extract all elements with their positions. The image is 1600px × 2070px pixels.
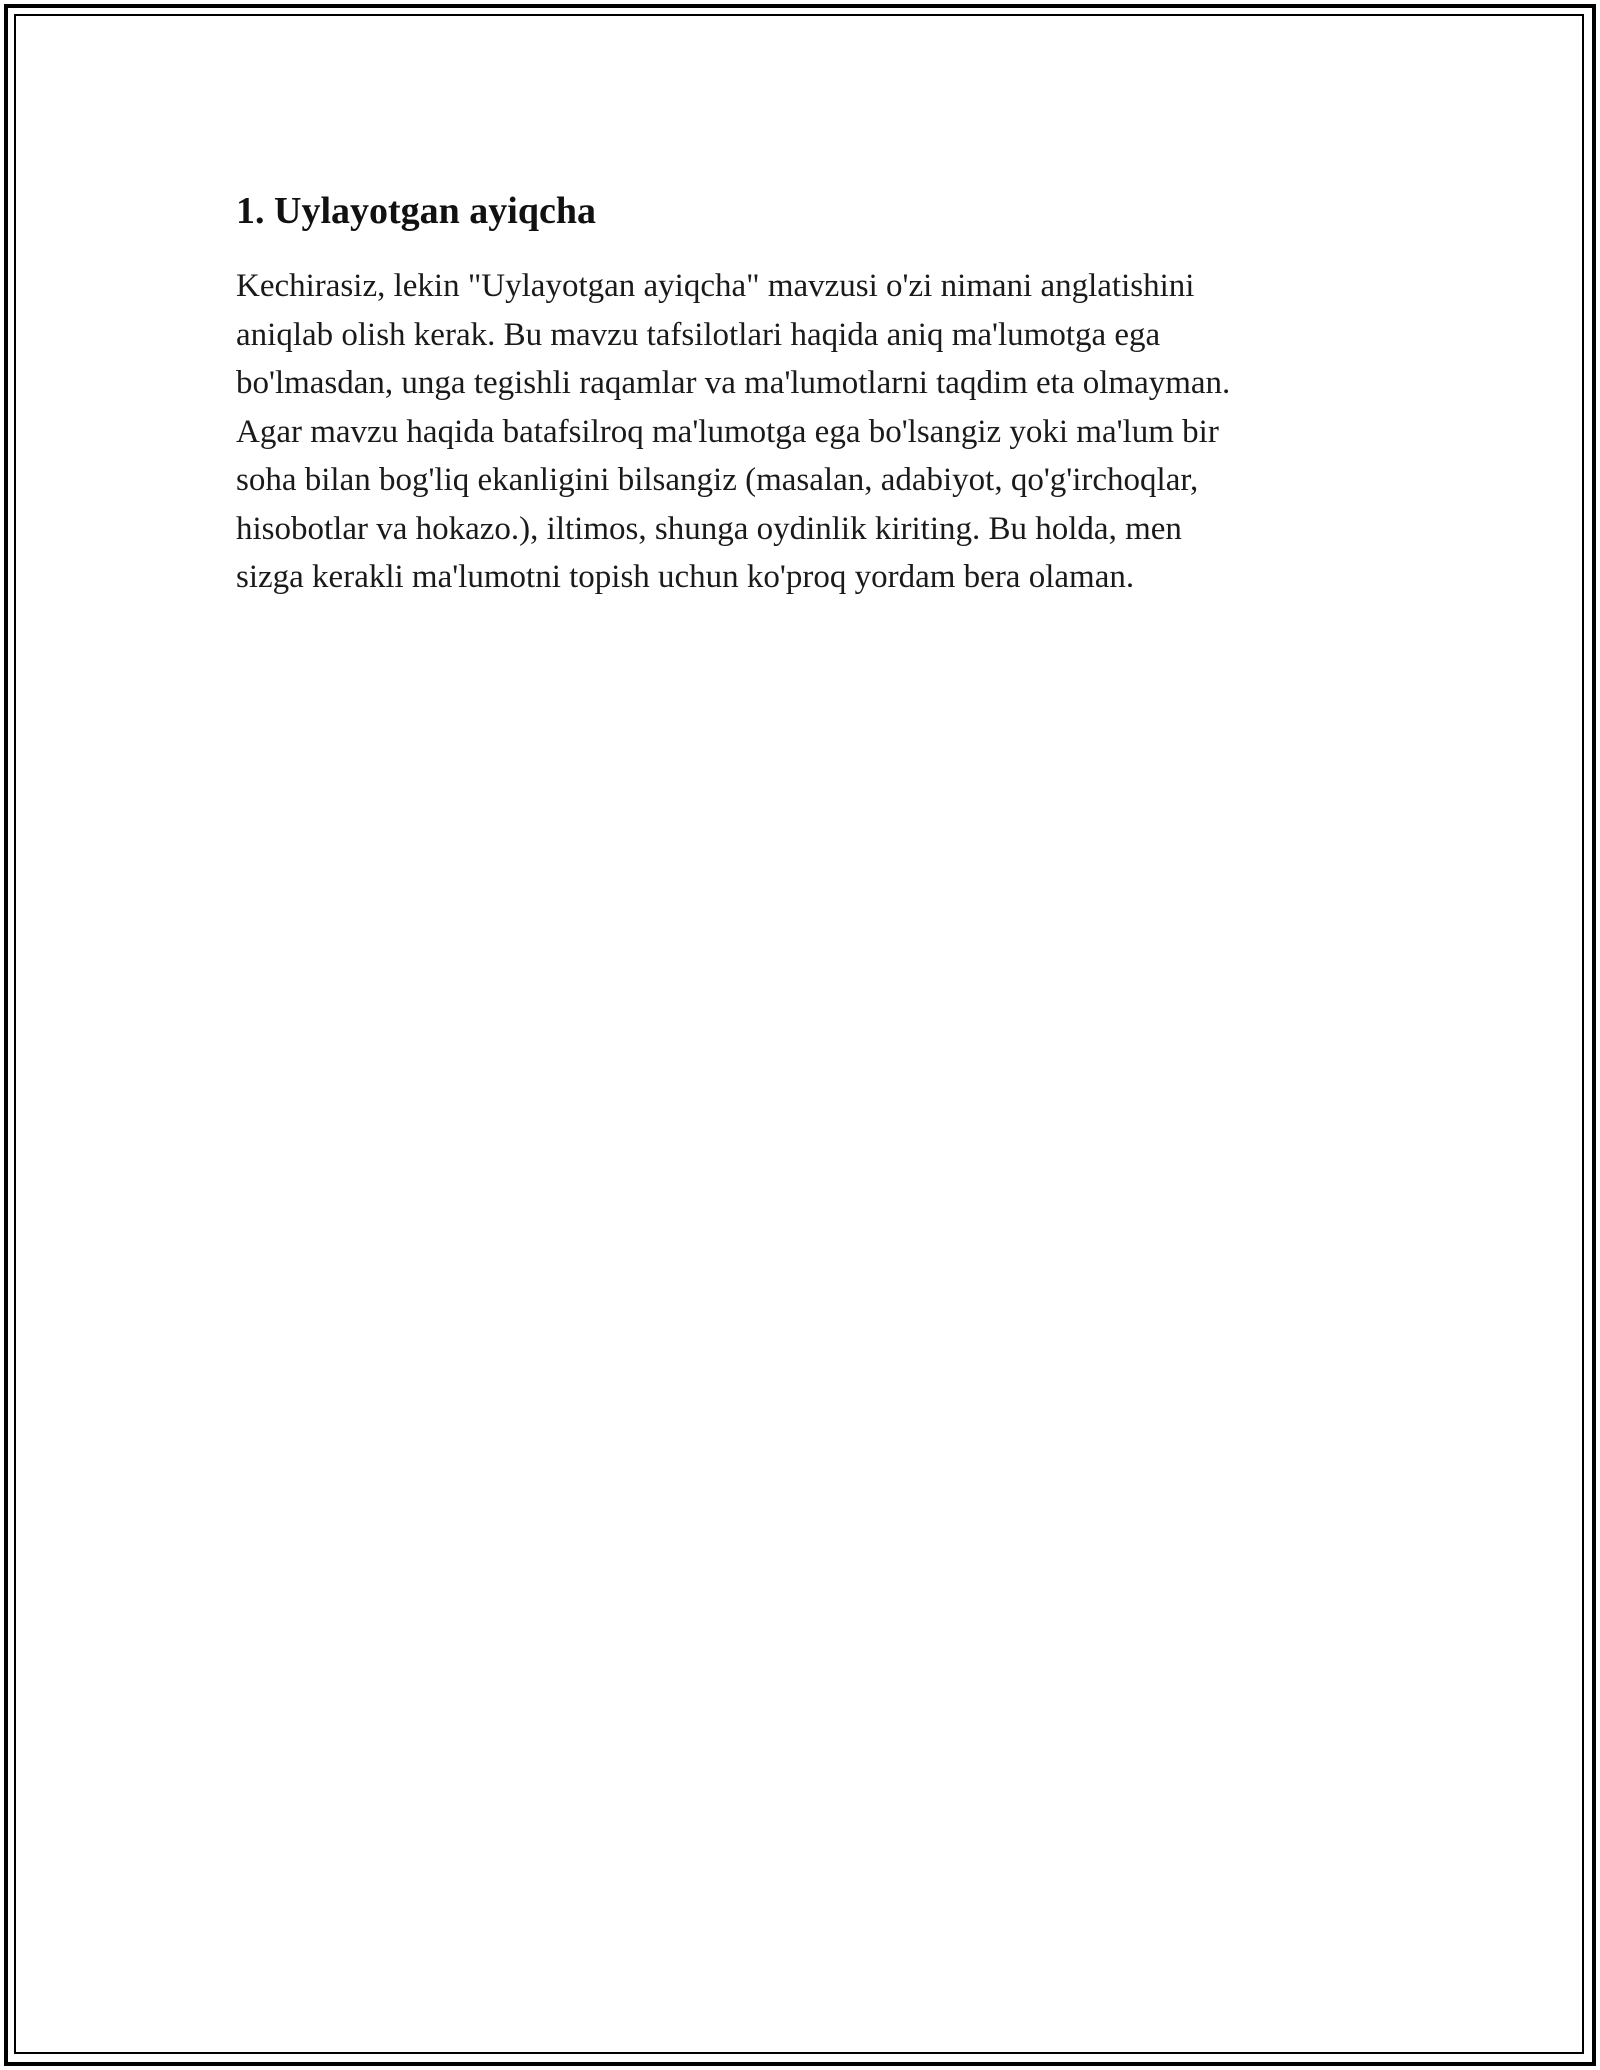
paragraph-line: soha bilan bog'liq ekanligini bilsangiz (masalan, adabiyot, qo'g'irchoqlar, bbox=[236, 462, 1199, 498]
section-paragraph bbox=[236, 262, 1356, 602]
paragraph-line: Agar mavzu haqida batafsilroq ma'lumotga ega bo'lsangiz yoki ma'lum bir bbox=[236, 413, 1219, 450]
section-heading: 1. Uylayotgan ayiqcha bbox=[236, 190, 596, 232]
paragraph-line: sizga kerakli ma'lumotni topish uchun ko'proq yordam bera olaman. bbox=[236, 559, 1135, 595]
paragraph-line: Kechirasiz, lekin "Uylayotgan ayiqcha" mavzusi o'zi nimani anglatishini bbox=[236, 268, 1195, 304]
paragraph-line: hisobotlar va hokazo.), iltimos, shunga oydinlik kiriting. Bu holda, men bbox=[236, 510, 1182, 547]
paragraph-line: bo'lmasdan, unga tegishli raqamlar va ma'lumotlarni taqdim eta olmayman. bbox=[236, 365, 1231, 401]
paragraph-line: aniqlab olish kerak. Bu mavzu tafsilotlari haqida aniq ma'lumotga ega bbox=[236, 316, 1161, 353]
document-content bbox=[236, 186, 1356, 602]
